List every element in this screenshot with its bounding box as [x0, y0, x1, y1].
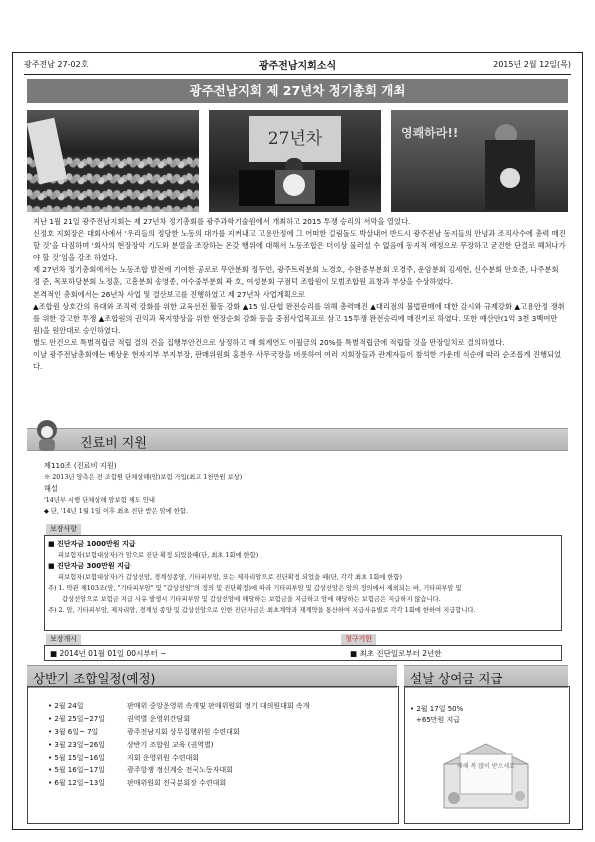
stage-screen: 27년차 [249, 116, 341, 162]
list-item: • 5월 15일~16일 지회 운영위원 수련대회 [48, 753, 200, 762]
paragraph: 별도 안건으로 특별적립금 적립 결의 건을 집행부안건으로 상정하고 매 회계연도 이월금의 20%를 특별적립금에 적립할 것을 만장일치로 결의하였다. [33, 337, 505, 347]
bonus-title: 설날 상여금 지급 [410, 671, 503, 686]
article-body [33, 216, 566, 373]
clause-text [44, 460, 564, 518]
clause-explain: 해설 [44, 484, 58, 493]
schedule-list [48, 700, 388, 790]
coverage-start: ■ 2014년 01월 01일 00시부터 ~ [50, 649, 167, 658]
photo-speech [391, 110, 568, 212]
photo-crowd [27, 110, 199, 212]
coverage-tag: 보장사항 [46, 524, 81, 535]
photo-stage [209, 110, 381, 212]
newsletter-title: 광주전남지회소식 [258, 61, 337, 72]
bonus-header [404, 665, 568, 688]
paragraph: 이날 광주전남총회에는 배상운 현자지부 부지부장, 판매위원회 홍찬우 사무국장을 비롯하여 여러 지회장들과 관계자들이 참석한 가운데 식순에 따라 순조롭게 진행되었다. [33, 350, 562, 372]
photo-strip [27, 110, 568, 212]
start-tag: 보장개시 [46, 634, 81, 645]
paragraph: 지난 1월 21일 광주전남지회는 제 27년차 정기총회를 광주과학기술원에서 개최하고 2015 투쟁 승리의 서막을 열었다. [33, 217, 411, 226]
list-item: • 2월 24일 판매위 중앙운영위 속개및 판매위원회 정기 대의원대회 속개 [48, 702, 310, 710]
clause-line: ◆ 단, '14년 1월 1일 이후 최초 진단 받은 암에 한함. [44, 508, 188, 515]
claim-period: ■ 최초 진단일로부터 2년한 [350, 649, 442, 658]
section-title: 진료비 지원 [80, 436, 147, 451]
paragraph: 제 27년차 정기총회에서는 노동조합 발전에 기여한 공로로 무안분회 정두언, 광주트럭분회 노경호, 수완중부분회 오경주, 운암분회 김세현, 신수분회 안호준, 나주분회 정 준, 목포하당분회 노정훈, 고흥분회 송영종, 여수중부분회 곽 호, 여성분회 구점덕 조합원이 모범조합원 표창과 부상을 수상하였다. [33, 265, 559, 287]
issue-date: 2015년 2월 12일(목) [493, 60, 571, 69]
page-header [24, 57, 571, 73]
paragraph: 신정호 지회장은 대회사에서 ‘우리들의 정당한 노동의 대가를 지켜내고 고용안정에 그 어떠한 걸림돌도 박살내어 반드시 광주전남 동지들의 안녕과 조직사수에 총력 매진할 것’을 다짐하며 ‘회사의 현장장악 기도와 분열을 조장하는 온갖 행위에 대해서 노동조합은 더이상 물러설 수 없음에 동지적 애정으로 무장하고 굳건한 단결로 헤쳐나가야 할 것’임을 강조 하였다. [33, 229, 566, 263]
issue-number: 광주전남 27-02호 [24, 60, 89, 69]
list-item: • 6월 12일~13일 판매위원회 전국분회장 수련대회 [48, 779, 227, 788]
list-item: • 5월 16일~17일 광주항쟁 정신계승 전국노동자대회 [48, 766, 233, 775]
paragraph: 본격적인 총회에서는 26년차 사업 및 결산보고를 진행하였고 제 27년차 사업계획으로 [33, 289, 306, 299]
list-item: • 3월 23일~26일 상반기 조합원 교육 (권역별) [48, 740, 214, 749]
list-item: • 3월 6일~ 7일 광주전남지회 상무집행위원 수련대회 [48, 727, 240, 736]
lectern-logo-icon [500, 168, 520, 188]
schedule-header [27, 665, 397, 688]
list-item: • 2월 25일~27일 권역별 운영위간담회 [48, 714, 191, 723]
claim-tag: 청구기한 [341, 634, 376, 645]
clause-note: ※ 2013년 양측은 전 조합원 단체상해(암)보험 가입(최고 1천만원 보상) [44, 473, 243, 481]
podium-logo-icon [283, 174, 305, 196]
envelope-icon [438, 738, 534, 810]
bonus-text: • 2월 17일 50% +65만원 지급 [410, 705, 464, 724]
clause-line: '14년부 시행 단체상해 암보험 제도 안내 [44, 496, 155, 504]
section-header [27, 428, 568, 451]
stage-banner-text: 영쾌하라!! [401, 126, 459, 140]
mascot-icon [35, 420, 59, 450]
header-divider [24, 74, 571, 75]
coverage-content: ■ 진단자금 1000만원 지급 피보험자(보험대상자)가 암으로 진단 확정 되었을때(단, 최초 1회에 한함) ■ 진단자금 300만원 지급 피보험자(보험대상자)가 갑상선암, 경계성종양, 기타피부암, 또는 제자리암으로 진단확정 되었을 때(단, 각각 최초 1회에 한함) 주) 1. 약관 제103조(암, "기타피부암" 및 "갑상선암"의 정의 및 진단확정)에 따라 기타피부암 및 갑상선암은 암의 정의에서 제외되는 바, 기타피부암 및 갑상선암으로 보험금 지급 사유 발생시 기타피부암 및 갑상선암에 해당하는 보험금을 지급하고 암에 해당하는 보험금은 지급하지 않습니다. 주) 2. 암, 기타피부암, 제자리암, 경계성 종양 및 갑상선암으로 인한 진단자금은 최초계약과 재계약을 통산하여 지급사유별로 각각 1회에 한하여 지급합니다. [48, 540, 476, 614]
clause-title: 제110조 (진료비 지원) [44, 461, 117, 470]
card-greeting: 새해 복 많이 받으세요 [457, 763, 515, 770]
schedule-title: 상반기 조합일정(예정) [33, 671, 156, 686]
article-banner: 광주전남지회 제 27년차 정기총회 개최 [27, 79, 568, 103]
paragraph: ▲조합원 상호간의 유대와 조직력 강화를 위한 교육선전 활동 강화 ▲15 임.단협 완전승리를 위해 총력매진 ▲대리점의 불법판매에 대한 감시와 규제강화 ▲고용안정 쟁취를 위한 강고한 투쟁 ▲조합원의 권익과 복지향상을 위한 현장순회 강화 등을 중점사업목표로 삼고 15투쟁 완전승리에 매진키로 하였다. 또한 예산안(1억 3천 3백여만원)을 원안대로 승인하였다. [33, 301, 565, 335]
